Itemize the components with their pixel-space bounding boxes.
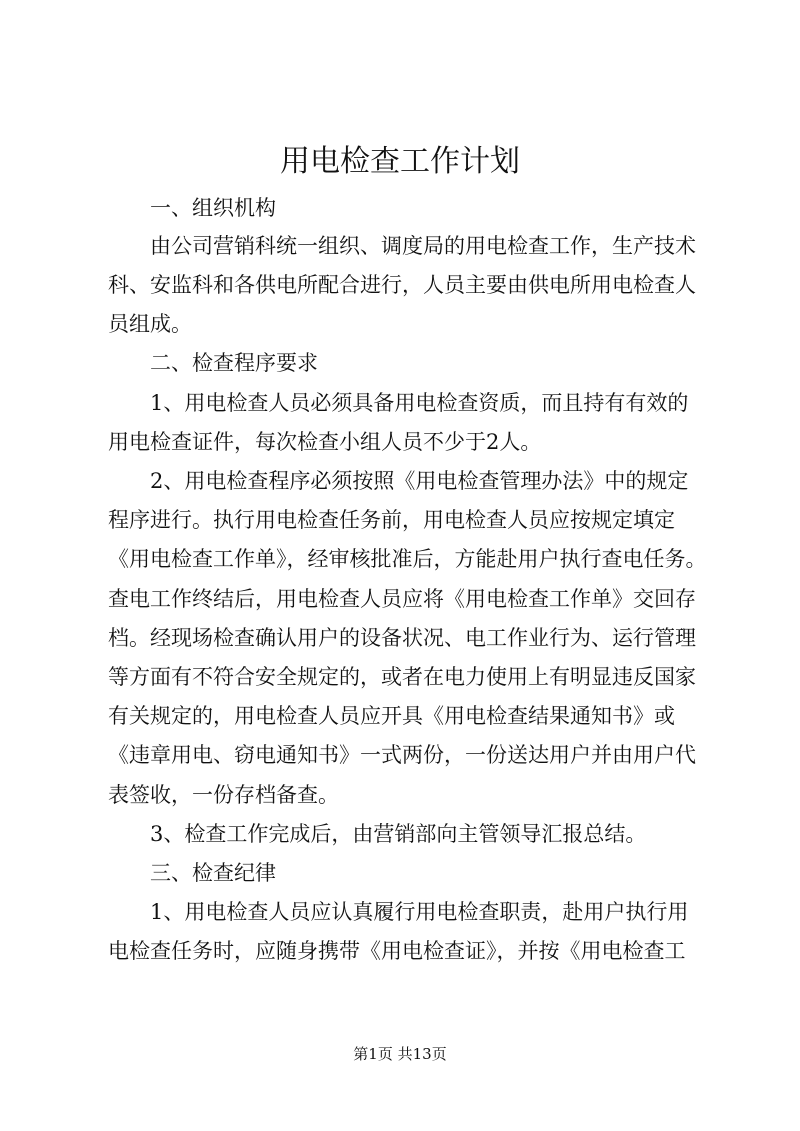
heading-inspection-procedure: 二、检查程序要求 (150, 351, 318, 375)
paragraph-line: 科、安监科和各供电所配合进行，人员主要由供电所用电检查人 (108, 273, 696, 297)
paragraph-line: 《用电检查工作单》，经审核批准后，方能赴用户执行查电任务。 (108, 547, 707, 571)
paragraph-line: 2、用电检查程序必须按照《用电检查管理办法》中的规定 (150, 469, 689, 493)
paragraph-line: 1、用电检查人员应认真履行用电检查职责，赴用户执行用 (150, 900, 689, 924)
paragraph-line: 等方面有不符合安全规定的，或者在电力使用上有明显违反国家 (108, 665, 696, 689)
paragraph-line: 有关规定的，用电检查人员应开具《用电检查结果通知书》或 (108, 704, 675, 728)
paragraph-line: 3、检查工作完成后，由营销部向主管领导汇报总结。 (150, 822, 647, 846)
heading-organization: 一、组织机构 (150, 196, 276, 220)
paragraph-line: 档。经现场检查确认用户的设备状况、电工作业行为、运行管理 (108, 626, 696, 650)
paragraph-line: 1、用电检查人员必须具备用电检查资质，而且持有有效的 (150, 391, 689, 415)
paragraph-line: 程序进行。执行用电检查任务前，用电检查人员应按规定填定 (108, 508, 675, 532)
document-title: 用电检查工作计划 (280, 144, 520, 179)
paragraph-line: 员组成。 (108, 312, 192, 336)
paragraph-line: 《违章用电、窃电通知书》一式两份，一份送达用户并由用户代 (108, 743, 696, 767)
paragraph-line: 查电工作终结后，用电检查人员应将《用电检查工作单》交回存 (108, 587, 696, 611)
paragraph-line: 用电检查证件，每次检查小组人员不少于2人。 (108, 430, 542, 454)
paragraph-line: 由公司营销科统一组织、调度局的用电检查工作，生产技术 (150, 234, 696, 258)
page-number-footer: 第1页 共13页 (353, 1045, 447, 1063)
paragraph-line: 电检查任务时，应随身携带《用电检查证》，并按《用电检查工 (108, 939, 686, 963)
paragraph-line: 表签收，一份存档备查。 (108, 783, 339, 807)
heading-inspection-discipline: 三、检查纪律 (150, 861, 276, 885)
